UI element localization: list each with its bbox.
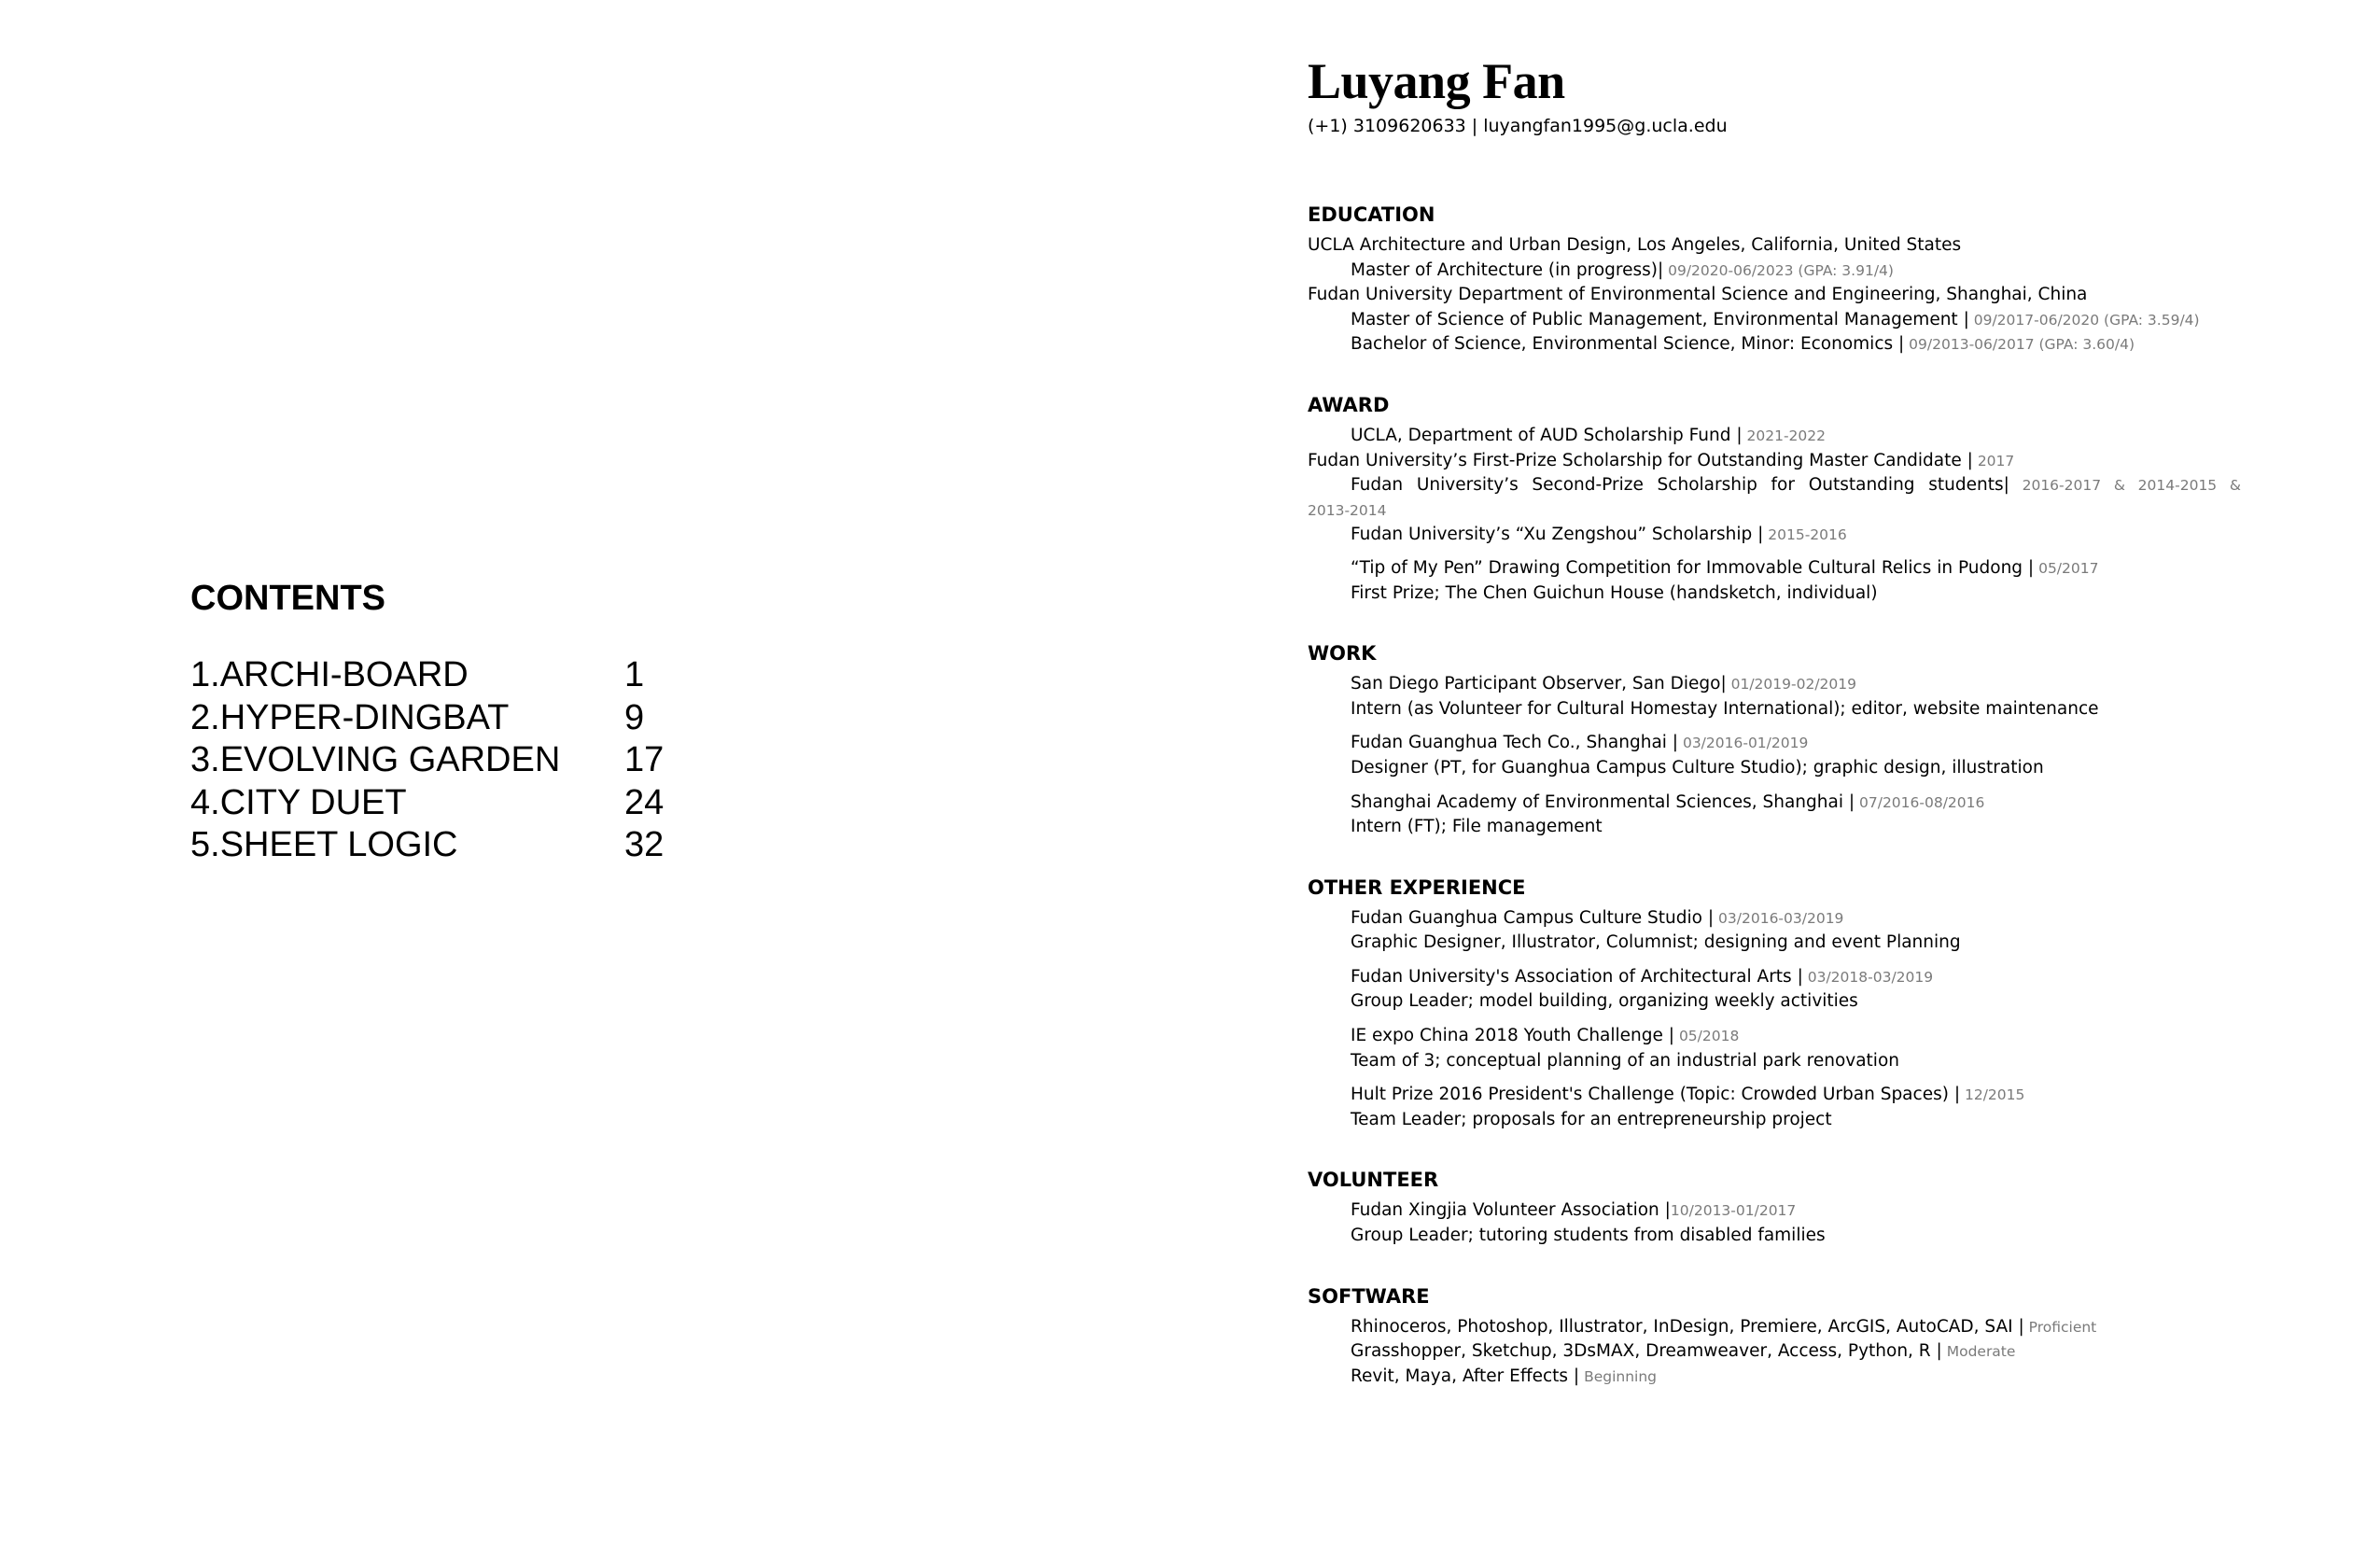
award-item bbox=[1308, 473, 2241, 523]
award-text: Fudan University’s First-Prize Scholarship for Outstanding Master Candidate | bbox=[1308, 450, 1973, 470]
work-meta: 07/2016-08/2016 bbox=[1855, 793, 1985, 811]
person-name: Luyang Fan bbox=[1308, 53, 1565, 109]
award-detail: First Prize; The Chen Guichun House (handsketch, individual) bbox=[1351, 582, 1878, 603]
experience-item bbox=[1308, 1083, 2260, 1108]
work-text: San Diego Participant Observer, San Diego| bbox=[1351, 674, 1727, 694]
toc-item-page: 17 bbox=[624, 740, 665, 779]
work-detail: Intern (as Volunteer for Cultural Homestay International); editor, website maintenance bbox=[1351, 698, 2099, 719]
experience-text: Fudan Guanghua Campus Culture Studio | bbox=[1351, 907, 1715, 928]
education-degree bbox=[1308, 332, 2260, 357]
other-experience-section bbox=[1308, 874, 2260, 1133]
degree-meta: 09/2017-06/2020 (GPA: 3.59/4) bbox=[1968, 311, 2200, 329]
education-school: UCLA Architecture and Urban Design, Los Angeles, California, United States bbox=[1308, 235, 1962, 255]
experience-detail: Graphic Designer, Illustrator, Columnist; designing and event Planning bbox=[1351, 932, 1961, 953]
degree-meta: 09/2020-06/2023 (GPA: 3.91/4) bbox=[1663, 261, 1894, 279]
award-section bbox=[1308, 391, 2260, 606]
section-heading: WORK bbox=[1308, 642, 1377, 665]
toc-item bbox=[190, 824, 788, 867]
work-item bbox=[1308, 791, 2260, 816]
degree-text: Master of Architecture (in progress)| bbox=[1351, 259, 1664, 280]
section-heading: OTHER EXPERIENCE bbox=[1308, 876, 1526, 899]
degree-text: Master of Science of Public Management, Environmental Management | bbox=[1351, 309, 1969, 329]
toc-item-page: 24 bbox=[624, 782, 665, 822]
experience-meta: 12/2015 bbox=[1960, 1086, 2025, 1104]
award-text: UCLA, Department of AUD Scholarship Fund | bbox=[1351, 425, 1743, 445]
section-heading: EDUCATION bbox=[1308, 203, 1435, 226]
toc-item-title: 3.EVOLVING GARDEN bbox=[190, 740, 561, 779]
award-text: Fudan University’s “Xu Zengshou” Scholarship | bbox=[1351, 525, 1764, 545]
software-text: Revit, Maya, After Effects | bbox=[1351, 1366, 1580, 1386]
toc-item-page: 1 bbox=[624, 655, 645, 694]
section-heading: VOLUNTEER bbox=[1308, 1169, 1439, 1192]
education-degree bbox=[1308, 308, 2260, 333]
degree-text: Bachelor of Science, Environmental Science, Minor: Economics | bbox=[1351, 334, 1905, 355]
toc-item-page: 32 bbox=[624, 825, 665, 864]
award-meta: 2017 bbox=[1972, 452, 2015, 469]
software-level: Proficient bbox=[2023, 1318, 2097, 1336]
volunteer-detail: Group Leader; tutoring students from disabled families bbox=[1351, 1226, 1826, 1246]
experience-item bbox=[1308, 1024, 2260, 1049]
software-text: Rhinoceros, Photoshop, Illustrator, InDesign, Premiere, ArcGIS, AutoCAD, SAI | bbox=[1351, 1316, 2024, 1337]
software-item bbox=[1308, 1315, 2260, 1340]
contact-line: (+1) 3109620633 | luyangfan1995@g.ucla.edu bbox=[1308, 116, 1728, 136]
software-text: Grasshopper, Sketchup, 3DsMAX, Dreamweaver, Access, Python, R | bbox=[1351, 1341, 1942, 1362]
table-of-contents bbox=[190, 571, 788, 867]
award-item bbox=[1308, 424, 2260, 449]
education-school: Fudan University Department of Environmental Science and Engineering, Shanghai, China bbox=[1308, 285, 2088, 305]
software-item bbox=[1308, 1339, 2260, 1365]
award-meta: 05/2017 bbox=[2034, 559, 2099, 577]
section-heading: SOFTWARE bbox=[1308, 1284, 1430, 1308]
software-item bbox=[1308, 1365, 2260, 1390]
work-item bbox=[1308, 672, 2260, 697]
volunteer-text: Fudan Xingjia Volunteer Association | bbox=[1351, 1200, 1671, 1221]
volunteer-section bbox=[1308, 1166, 2260, 1248]
award-meta: 2016-2017 & 2014-2015 & 2013-2014 bbox=[1308, 477, 2242, 519]
experience-item bbox=[1308, 965, 2260, 990]
education-degree bbox=[1308, 259, 2260, 284]
experience-meta: 05/2018 bbox=[1674, 1028, 1740, 1045]
toc-item bbox=[190, 697, 788, 740]
section-heading: AWARD bbox=[1308, 393, 1390, 416]
award-meta: 2015-2016 bbox=[1763, 526, 1847, 544]
toc-item bbox=[190, 782, 788, 825]
toc-item bbox=[190, 739, 788, 782]
toc-item-title: 5.SHEET LOGIC bbox=[190, 825, 458, 864]
award-text: “Tip of My Pen” Drawing Competition for Immovable Cultural Relics in Pudong | bbox=[1351, 557, 2035, 578]
award-item bbox=[1308, 556, 2260, 581]
software-level: Moderate bbox=[1941, 1343, 2016, 1361]
toc-item-title: 2.HYPER-DINGBAT bbox=[190, 697, 510, 737]
experience-text: Fudan University's Association of Architectural Arts | bbox=[1351, 966, 1803, 987]
education-section bbox=[1308, 201, 2260, 357]
work-section bbox=[1308, 639, 2260, 840]
toc-item-title: 1.ARCHI-BOARD bbox=[190, 655, 469, 694]
experience-meta: 03/2016-03/2019 bbox=[1714, 909, 1844, 927]
experience-text: IE expo China 2018 Youth Challenge | bbox=[1351, 1026, 1675, 1046]
award-item bbox=[1308, 449, 2260, 474]
resume bbox=[1308, 49, 2260, 1389]
toc-item-page: 9 bbox=[624, 697, 645, 737]
work-item bbox=[1308, 731, 2260, 756]
software-level: Beginning bbox=[1579, 1367, 1658, 1385]
award-item bbox=[1308, 523, 2260, 548]
work-meta: 01/2019-02/2019 bbox=[1726, 676, 1856, 693]
experience-meta: 03/2018-03/2019 bbox=[1802, 968, 1934, 986]
work-detail: Intern (FT); File management bbox=[1351, 817, 1603, 837]
experience-detail: Team of 3; conceptual planning of an industrial park renovation bbox=[1351, 1050, 1899, 1071]
experience-detail: Group Leader; model building, organizing weekly activities bbox=[1351, 991, 1858, 1012]
award-meta: 2021-2022 bbox=[1742, 427, 1826, 444]
experience-item bbox=[1308, 906, 2260, 932]
work-text: Shanghai Academy of Environmental Sciences, Shanghai | bbox=[1351, 792, 1855, 812]
software-section bbox=[1308, 1282, 2260, 1390]
volunteer-meta: 10/2013-01/2017 bbox=[1670, 1202, 1797, 1220]
award-text: Fudan University’s Second-Prize Scholarship for Outstanding students| bbox=[1351, 475, 2009, 496]
toc-item-title: 4.CITY DUET bbox=[190, 782, 407, 822]
volunteer-item bbox=[1308, 1198, 2260, 1224]
toc-item bbox=[190, 654, 788, 697]
degree-meta: 09/2013-06/2017 (GPA: 3.60/4) bbox=[1904, 336, 2135, 354]
contents-title: CONTENTS bbox=[190, 579, 385, 618]
experience-text: Hult Prize 2016 President's Challenge (Topic: Crowded Urban Spaces) | bbox=[1351, 1085, 1961, 1105]
experience-detail: Team Leader; proposals for an entrepreneurship project bbox=[1351, 1109, 1832, 1129]
work-text: Fudan Guanghua Tech Co., Shanghai | bbox=[1351, 733, 1679, 753]
work-detail: Designer (PT, for Guanghua Campus Culture Studio); graphic design, illustration bbox=[1351, 757, 2044, 778]
work-meta: 03/2016-01/2019 bbox=[1678, 735, 1809, 752]
